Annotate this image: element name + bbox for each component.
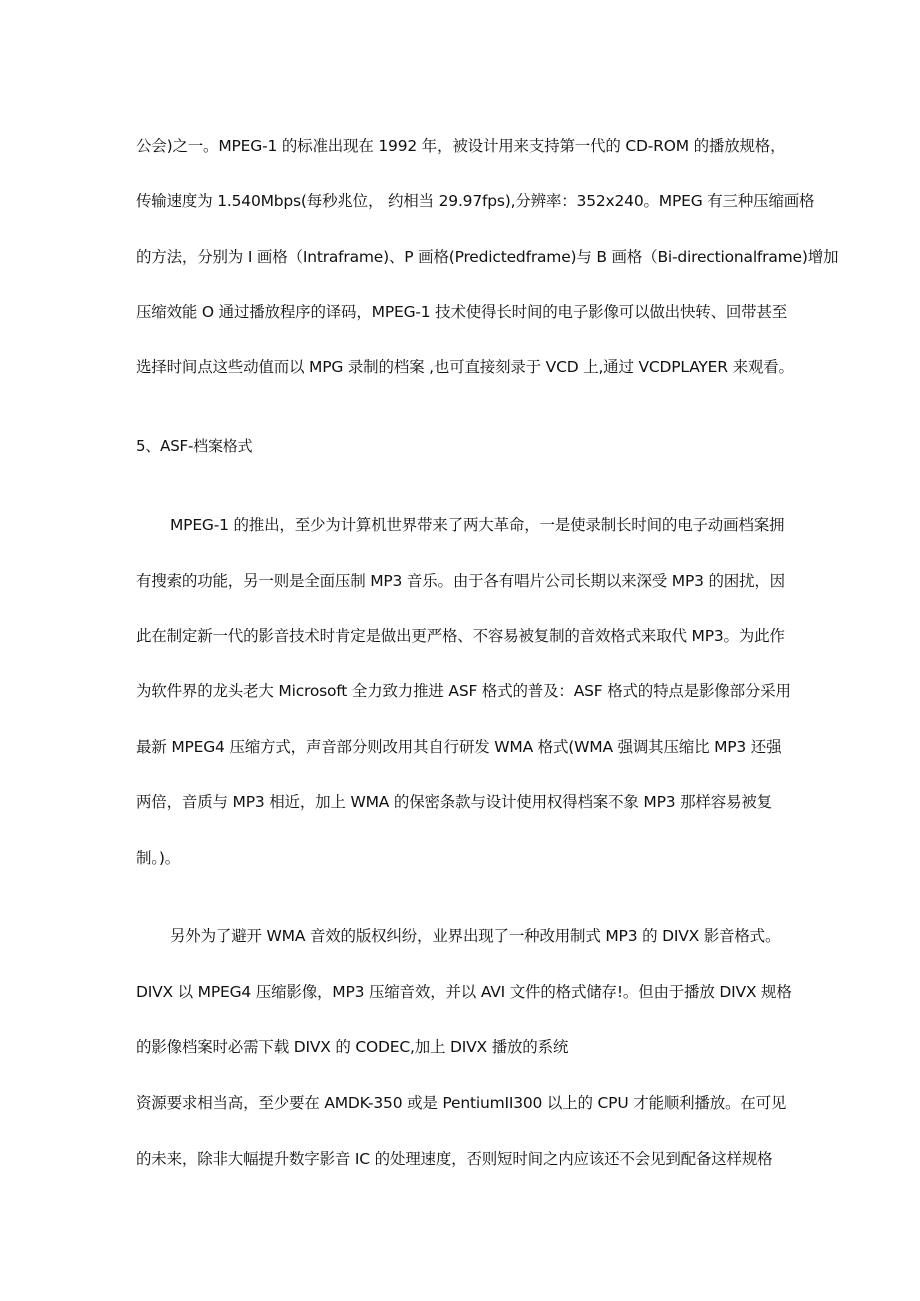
- paragraph-line: 此在制定新一代的影音技术时肯定是做出更严格、不容易被复制的音效格式来取代 MP3。为此作: [136, 627, 785, 645]
- paragraph-line: MPEG-1 的推出，至少为计算机世界带来了两大革命，一是使录制长时间的电子动画档案拥: [170, 516, 785, 534]
- paragraph-line: 有搜索的功能，另一则是全面压制 MP3 音乐。由于各有唱片公司长期以来深受 MP3 的困扰，因: [136, 572, 785, 590]
- paragraph-line: 两倍，音质与 MP3 相近，加上 WMA 的保密条款与设计使用权得档案不象 MP3 那样容易被复: [136, 793, 772, 811]
- paragraph-line: 制。)。: [136, 849, 180, 867]
- paragraph-line: 为软件界的龙头老大 Microsoft 全力致力推进 ASF 格式的普及：ASF 格式的特点是影像部分采用: [136, 682, 791, 700]
- paragraph-line: 选择时间点这些动值而以 MPG 录制的档案 ,也可直接刻录于 VCD 上,通过 VCDPLAYER 来观看。: [136, 358, 794, 376]
- paragraph-line: 另外为了避开 WMA 音效的版权纠纷，业界出现了一种改用制式 MP3 的 DIVX 影音格式。: [170, 927, 781, 945]
- paragraph-line: 传输速度为 1.540Mbps(每秒兆位， 约相当 29.97fps),分辨率：352x240。MPEG 有三种压缩画格: [136, 192, 815, 210]
- paragraph-line: 的方法，分别为 I 画格（Intraframe)、P 画格(Predictedframe)与 B 画格（Bi-directionalframe)增加: [136, 248, 839, 266]
- paragraph-line: 公会)之一。MPEG-1 的标准出现在 1992 年，被设计用来支持第一代的 CD-ROM 的播放规格，: [136, 137, 786, 155]
- paragraph-line: DIVX 以 MPEG4 压缩影像，MP3 压缩音效，并以 AVI 文件的格式储存!。但由于播放 DIVX 规格: [136, 983, 792, 1001]
- paragraph-line: 的影像档案时必需下载 DIVX 的 CODEC,加上 DIVX 播放的系统: [136, 1038, 569, 1056]
- paragraph-line: 压缩效能 O 通过播放程序的译码，MPEG-1 技术使得长时间的电子影像可以做出快转、回带甚至: [136, 303, 788, 321]
- paragraph-line: 的未来，除非大幅提升数字影音 IC 的处理速度，否则短时间之内应该还不会见到配备这样规格: [136, 1150, 773, 1168]
- paragraph-line: 资源要求相当高，至少要在 AMDK-350 或是 PentiumII300 以上的 CPU 才能顺利播放。在可见: [136, 1094, 787, 1112]
- section-heading: 5、ASF-档案格式: [136, 437, 253, 455]
- paragraph-line: 最新 MPEG4 压缩方式，声音部分则改用其自行研发 WMA 格式(WMA 强调其压缩比 MP3 还强: [136, 738, 782, 756]
